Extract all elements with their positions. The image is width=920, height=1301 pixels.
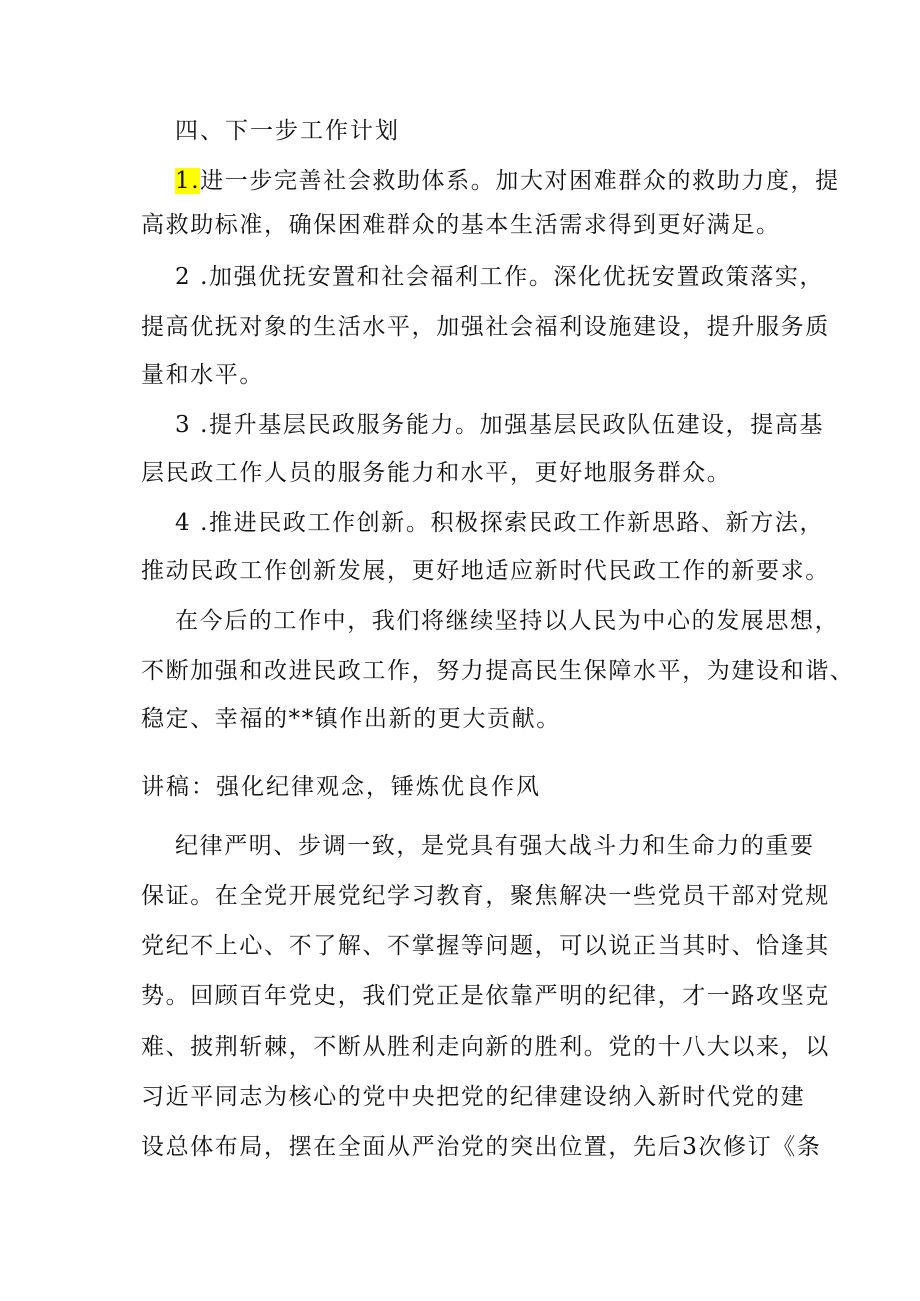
- speech-title: 讲稿：强化纪律观念，锤炼优良作风: [141, 774, 541, 800]
- speech-line-2: 保证。在全党开展党纪学习教育，聚焦解决一些党员干部对党规: [141, 883, 830, 909]
- speech-line-5: 难、披荆斩棘，不断从胜利走向新的胜利。党的十八大以来，以: [141, 1034, 830, 1060]
- closing-line-1: 在今后的工作中，我们将继续坚持以人民为中心的发展思想，: [175, 608, 840, 634]
- closing-line-3: 稳定、幸福的**镇作出新的更大贡献。: [141, 706, 561, 732]
- speech-line-1: 纪律严明、步调一致，是党具有强大战斗力和生命力的重要: [175, 833, 815, 859]
- item-3-line-1: 3 .提升基层民政服务能力。加强基层民政队伍建设，提高基: [175, 412, 825, 438]
- item-2-line-1: 2 .加强优抚安置和社会福利工作。深化优抚安置政策落实，: [175, 264, 825, 290]
- item-2-line-3: 量和水平。: [141, 362, 264, 388]
- item-4-line-1: 4 .推进民政工作创新。积极探索民政工作新思路、新方法，: [175, 510, 825, 536]
- speech-line-4: 势。回顾百年党史，我们党正是依靠严明的纪律，才一路攻坚克: [141, 983, 830, 1009]
- closing-line-2: 不断加强和改进民政工作，努力提高民生保障水平，为建设和谐、: [141, 658, 855, 684]
- item-3-line-2: 层民政工作人员的服务能力和水平，更好地服务群众。: [141, 460, 732, 486]
- highlighted-item-number: 1.: [175, 168, 201, 194]
- item-1-line-1: [175, 166, 840, 196]
- item-2-line-2: 提高优抚对象的生活水平，加强社会福利设施建设，提升服务质: [141, 314, 830, 340]
- item-4-line-2: 推动民政工作创新发展，更好地适应新时代民政工作的新要求。: [141, 558, 830, 584]
- speech-line-7: 设总体布局，摆在全面从严治党的突出位置，先后3次修订《条: [141, 1134, 822, 1160]
- speech-line-6: 习近平同志为核心的党中央把党的纪律建设纳入新时代党的建: [141, 1084, 806, 1110]
- speech-line-3: 党纪不上心、不了解、不掌握等问题，可以说正当其时、恰逢其: [141, 933, 830, 959]
- item-1-line-2: 高救助标准，确保困难群众的基本生活需求得到更好满足。: [141, 212, 781, 238]
- item-1-text: 进一步完善社会救助体系。加大对困难群众的救助力度，提: [200, 168, 840, 194]
- section-heading: 四、下一步工作计划: [175, 118, 400, 144]
